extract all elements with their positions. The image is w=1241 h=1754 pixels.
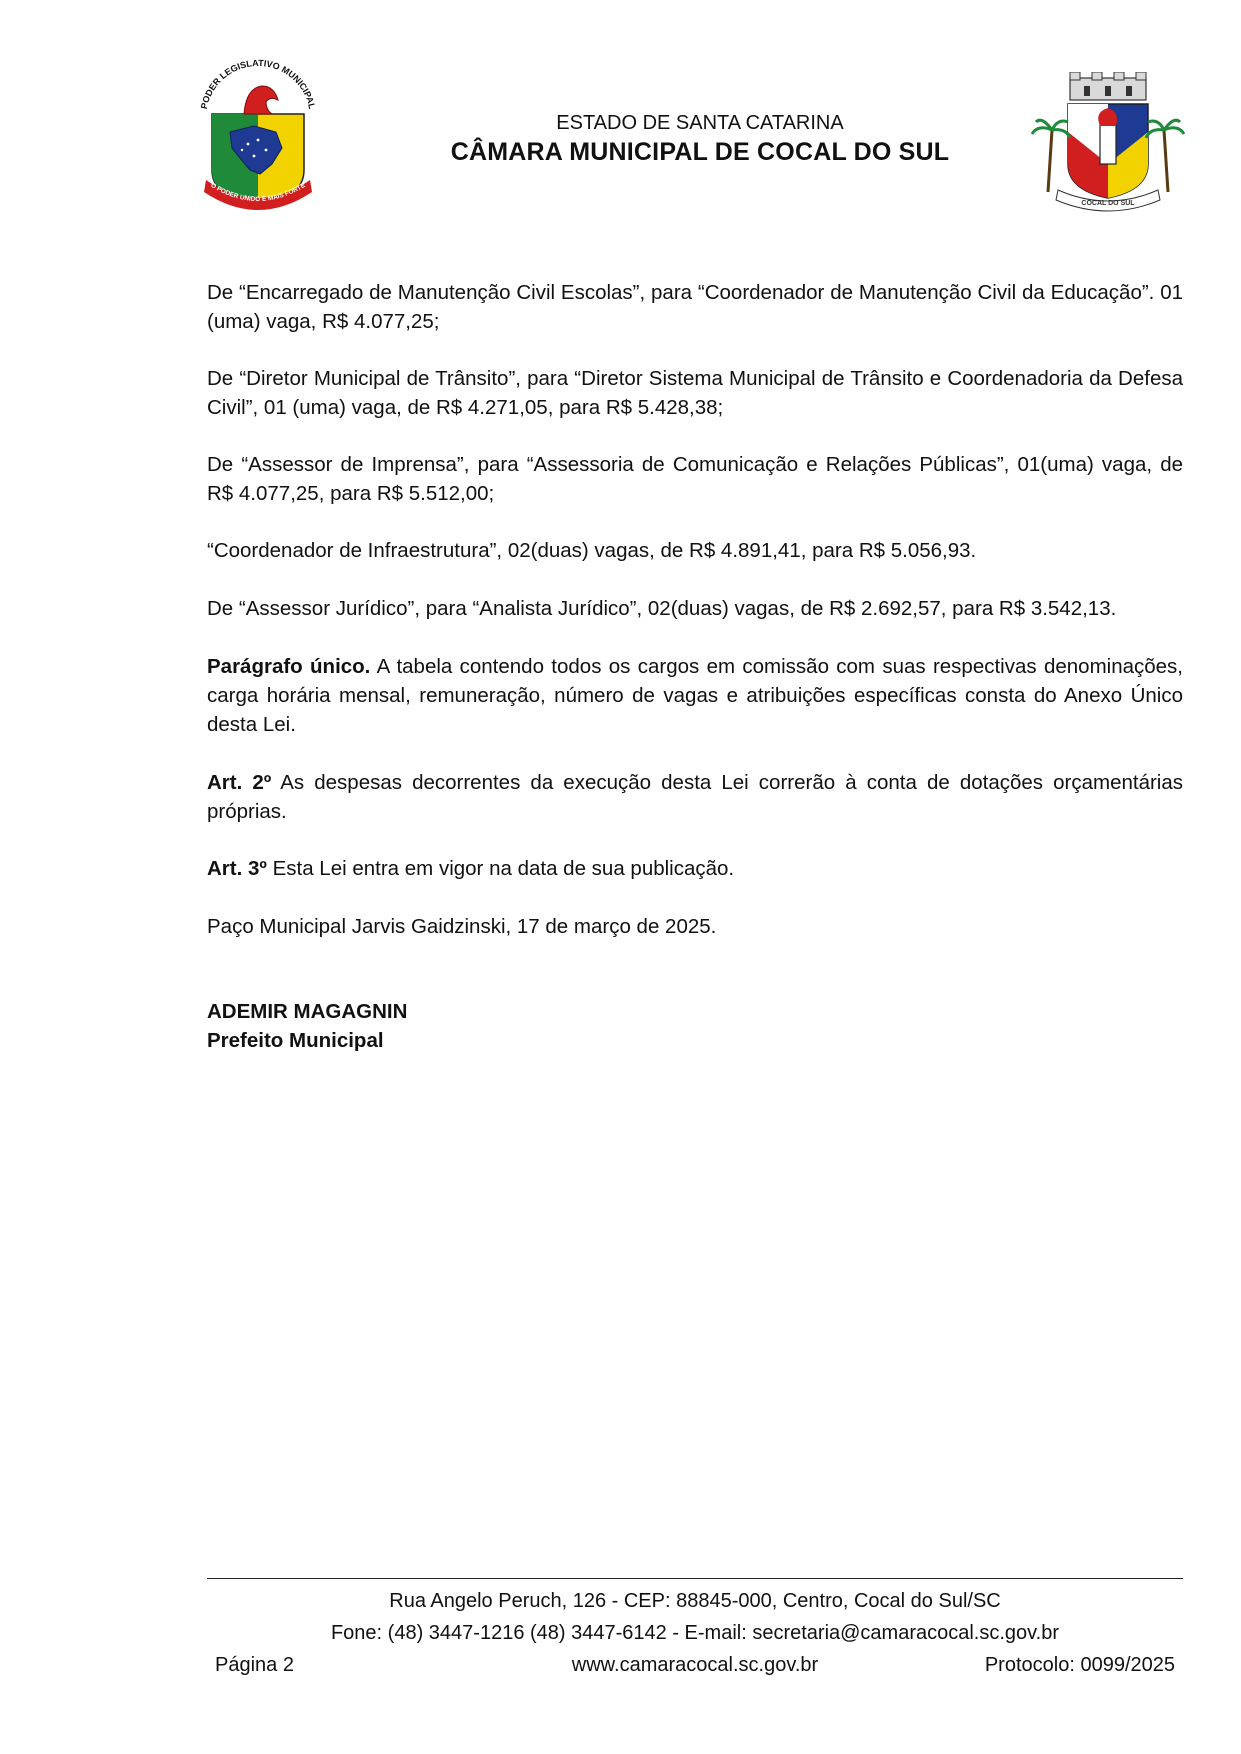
chamber-title: CÂMARA MUNICIPAL DE COCAL DO SUL <box>450 138 950 166</box>
article-3-text: Esta Lei entra em vigor na data de sua publicação. <box>266 857 735 880</box>
article-3 <box>207 854 1183 883</box>
place-and-date: Paço Municipal Jarvis Gaidzinski, 17 de março de 2025. <box>207 915 717 938</box>
signatory-name: ADEMIR MAGAGNIN <box>207 1000 408 1023</box>
svg-text:PODER LEGISLATIVO MUNICIPAL: PODER LEGISLATIVO MUNICIPAL <box>198 57 318 110</box>
article-2-label: Art. 2º <box>207 771 272 794</box>
article-2-text: As despesas decorrentes da execução desta Lei correrão à conta de dotações orçamentárias próprias. <box>207 771 1183 823</box>
protocol-number: Protocolo: 0099/2025 <box>984 1654 1175 1676</box>
paragraph-legal-advisor: De “Assessor Jurídico”, para “Analista Jurídico”, 02(duas) vagas, de R$ 2.692,57, para R$ 3.542,13. <box>207 597 1117 620</box>
paragraph-sole-paragraph <box>207 652 1183 739</box>
sole-paragraph-label: Parágrafo único. <box>207 655 371 678</box>
state-name: ESTADO DE SANTA CATARINA <box>556 112 844 134</box>
paragraph-maintenance-coordinator: De “Encarregado de Manutenção Civil Escolas”, para “Coordenador de Manutenção Civil da Educação”. 01 (uma) vaga, R$ 4.077,25; <box>207 281 1183 333</box>
footer-address: Rua Angelo Peruch, 126 - CEP: 88845-000, Centro, Cocal do Sul/SC <box>389 1590 1001 1612</box>
paragraph-traffic-director: De “Diretor Municipal de Trânsito”, para “Diretor Sistema Municipal de Trânsito e Coordenadoria da Defesa Civil”, 01 (uma) vaga, de R$ 4.271,05, para R$ 5.428,38; <box>207 367 1183 419</box>
paragraph-press-advisor: De “Assessor de Imprensa”, para “Assessoria de Comunicação e Relações Públicas”, 01(uma) vaga, de R$ 4.077,25, para R$ 5.512,00; <box>207 453 1183 505</box>
svg-text:COCAL DO SUL: COCAL DO SUL <box>1081 200 1135 207</box>
footer-website-link[interactable]: www.camaracocal.sc.gov.br <box>571 1654 819 1676</box>
paragraph-infrastructure-coordinator: “Coordenador de Infraestrutura”, 02(duas) vagas, de R$ 4.891,41, para R$ 5.056,93. <box>207 539 977 562</box>
footer-contact: Fone: (48) 3447-1216 (48) 3447-6142 - E-mail: secretaria@camaracocal.sc.gov.br <box>330 1622 1060 1644</box>
municipal-coat-of-arms-logo <box>1028 72 1188 212</box>
svg-text:O PODER UNIDO É MAIS FORTE: O PODER UNIDO É MAIS FORTE <box>209 181 307 204</box>
sole-paragraph-text: A tabela contendo todos os cargos em comissão com suas respectivas denominações, carga horária mensal, remuneração, número de vagas e atribuições específicas consta do Anexo Único desta Lei. <box>207 655 1183 736</box>
signatory-role: Prefeito Municipal <box>207 1029 384 1052</box>
page-number: Página 2 <box>215 1654 294 1676</box>
footer-divider <box>207 1578 1183 1579</box>
article-3-label: Art. 3º <box>207 857 267 880</box>
article-2 <box>207 768 1183 826</box>
